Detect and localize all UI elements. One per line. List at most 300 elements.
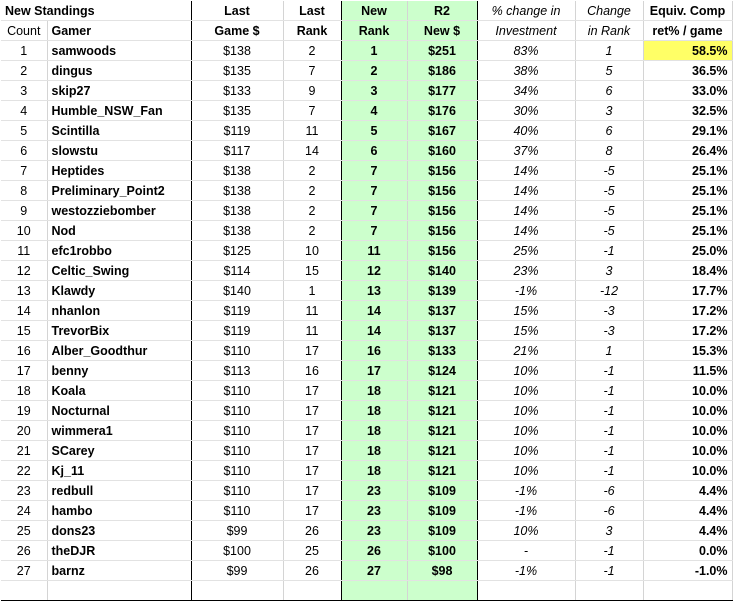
table-row	[1, 501, 732, 521]
count-cell[interactable]: 2	[1, 61, 47, 81]
equiv-comp-cell[interactable]: 10.0%	[643, 461, 732, 481]
pct-change-cell[interactable]: 30%	[477, 101, 575, 121]
new-rank-cell[interactable]: 12	[341, 261, 407, 281]
equiv-comp-cell[interactable]: 4.4%	[643, 501, 732, 521]
new-value-cell[interactable]: $156	[407, 221, 477, 241]
last-rank-cell[interactable]: 17	[283, 461, 341, 481]
last-rank-cell[interactable]: 7	[283, 61, 341, 81]
count-cell[interactable]: 5	[1, 121, 47, 141]
count-cell[interactable]: 17	[1, 361, 47, 381]
equiv-comp-cell[interactable]: 25.0%	[643, 241, 732, 261]
new-value-cell[interactable]: $109	[407, 481, 477, 501]
gamer-cell[interactable]: Preliminary_Point2	[47, 181, 191, 201]
new-rank-cell[interactable]: 23	[341, 481, 407, 501]
count-cell[interactable]: 14	[1, 301, 47, 321]
last-rank-cell[interactable]: 25	[283, 541, 341, 561]
count-cell[interactable]: 16	[1, 341, 47, 361]
rank-change-cell[interactable]: -6	[575, 501, 643, 521]
equiv-comp-cell[interactable]: 25.1%	[643, 221, 732, 241]
last-game-cell[interactable]: $110	[191, 441, 283, 461]
pct-change-cell[interactable]: 83%	[477, 41, 575, 61]
new-rank-cell[interactable]: 4	[341, 101, 407, 121]
pct-change-cell[interactable]: 10%	[477, 421, 575, 441]
gamer-cell[interactable]: Kj_11	[47, 461, 191, 481]
equiv-comp-cell[interactable]: 25.1%	[643, 181, 732, 201]
equiv-comp-cell[interactable]: 18.4%	[643, 261, 732, 281]
equiv-comp-cell[interactable]: 17.2%	[643, 301, 732, 321]
gamer-cell[interactable]: SCarey	[47, 441, 191, 461]
count-cell[interactable]: 13	[1, 281, 47, 301]
count-cell[interactable]: 19	[1, 401, 47, 421]
table-row	[1, 441, 732, 461]
last-game-header[interactable]: Last	[191, 1, 283, 21]
new-value-cell[interactable]: $251	[407, 41, 477, 61]
table-row	[1, 541, 732, 561]
equiv-comp-cell[interactable]: 17.7%	[643, 281, 732, 301]
last-rank-cell[interactable]: 7	[283, 101, 341, 121]
last-rank-cell[interactable]: 17	[283, 381, 341, 401]
new-rank-cell[interactable]: 27	[341, 561, 407, 581]
count-cell[interactable]: 10	[1, 221, 47, 241]
pct-change-cell[interactable]: 10%	[477, 441, 575, 461]
equiv-comp-cell[interactable]: 10.0%	[643, 401, 732, 421]
standings-table	[1, 1, 733, 601]
count-cell[interactable]: 11	[1, 241, 47, 261]
last-game-cell[interactable]: $110	[191, 381, 283, 401]
last-rank-cell[interactable]: 2	[283, 161, 341, 181]
count-cell[interactable]: 23	[1, 481, 47, 501]
count-cell[interactable]: 7	[1, 161, 47, 181]
last-game-cell[interactable]: $117	[191, 141, 283, 161]
table-row	[1, 481, 732, 501]
last-rank-cell[interactable]: 2	[283, 201, 341, 221]
pct-change-cell[interactable]: 10%	[477, 521, 575, 541]
rank-change-cell[interactable]: 1	[575, 41, 643, 61]
last-game-cell[interactable]: $110	[191, 341, 283, 361]
empty-cell[interactable]	[47, 581, 191, 601]
pct-change-cell[interactable]: -1%	[477, 481, 575, 501]
gamer-cell[interactable]: redbull	[47, 481, 191, 501]
last-game-cell[interactable]: $125	[191, 241, 283, 261]
rank-change-header[interactable]: Change	[575, 1, 643, 21]
rank-change-cell[interactable]: -12	[575, 281, 643, 301]
table-row	[1, 181, 732, 201]
rank-change-cell[interactable]: -5	[575, 161, 643, 181]
new-rank-cell[interactable]: 7	[341, 201, 407, 221]
new-value-cell[interactable]: $109	[407, 501, 477, 521]
rank-change-cell[interactable]: -1	[575, 401, 643, 421]
new-rank-cell[interactable]: 16	[341, 341, 407, 361]
table-row	[1, 261, 732, 281]
table-row	[1, 381, 732, 401]
gamer-cell[interactable]: hambo	[47, 501, 191, 521]
rank-change-cell[interactable]: 3	[575, 101, 643, 121]
equiv-comp-cell[interactable]: 10.0%	[643, 441, 732, 461]
table-row	[1, 101, 732, 121]
empty-row	[1, 581, 732, 601]
last-game-cell[interactable]: $99	[191, 521, 283, 541]
equiv-comp-cell[interactable]: 26.4%	[643, 141, 732, 161]
new-rank-cell[interactable]: 18	[341, 441, 407, 461]
table-row	[1, 221, 732, 241]
gamer-cell[interactable]: theDJR	[47, 541, 191, 561]
rank-change-cell[interactable]: 3	[575, 521, 643, 541]
header-row-2	[1, 21, 732, 41]
new-rank-header-2[interactable]: Rank	[341, 21, 407, 41]
count-cell[interactable]: 8	[1, 181, 47, 201]
gamer-cell[interactable]: Nod	[47, 221, 191, 241]
last-rank-cell[interactable]: 2	[283, 181, 341, 201]
new-value-cell[interactable]: $156	[407, 241, 477, 261]
count-cell[interactable]: 18	[1, 381, 47, 401]
rank-change-cell[interactable]: -3	[575, 301, 643, 321]
table-title[interactable]: New Standings	[1, 1, 191, 21]
new-rank-cell[interactable]: 18	[341, 421, 407, 441]
last-rank-cell[interactable]: 17	[283, 421, 341, 441]
rank-change-cell[interactable]: -5	[575, 201, 643, 221]
new-value-cell[interactable]: $98	[407, 561, 477, 581]
gamer-cell[interactable]: benny	[47, 361, 191, 381]
pct-change-cell[interactable]: 25%	[477, 241, 575, 261]
count-cell[interactable]: 20	[1, 421, 47, 441]
table-row	[1, 81, 732, 101]
new-value-header-2[interactable]: New $	[407, 21, 477, 41]
equiv-comp-cell[interactable]: 36.5%	[643, 61, 732, 81]
last-rank-cell[interactable]: 9	[283, 81, 341, 101]
last-rank-cell[interactable]: 17	[283, 401, 341, 421]
last-game-cell[interactable]: $138	[191, 221, 283, 241]
equiv-comp-cell[interactable]: 11.5%	[643, 361, 732, 381]
rank-change-cell[interactable]: -6	[575, 481, 643, 501]
gamer-cell[interactable]: slowstu	[47, 141, 191, 161]
rank-change-cell[interactable]: 8	[575, 141, 643, 161]
pct-change-cell[interactable]: 21%	[477, 341, 575, 361]
table-row	[1, 321, 732, 341]
new-value-header[interactable]: R2	[407, 1, 477, 21]
last-rank-cell[interactable]: 17	[283, 341, 341, 361]
new-value-cell[interactable]: $121	[407, 381, 477, 401]
new-value-cell[interactable]: $140	[407, 261, 477, 281]
last-game-cell[interactable]: $135	[191, 101, 283, 121]
last-game-cell[interactable]: $135	[191, 61, 283, 81]
new-value-cell[interactable]: $167	[407, 121, 477, 141]
count-cell[interactable]: 15	[1, 321, 47, 341]
table-row	[1, 401, 732, 421]
count-cell[interactable]: 12	[1, 261, 47, 281]
new-value-cell[interactable]: $176	[407, 101, 477, 121]
new-rank-cell[interactable]: 18	[341, 401, 407, 421]
equiv-comp-cell[interactable]: 0.0%	[643, 541, 732, 561]
new-rank-cell[interactable]: 13	[341, 281, 407, 301]
last-rank-header[interactable]: Last	[283, 1, 341, 21]
count-header[interactable]: Count	[1, 21, 47, 41]
new-value-cell[interactable]: $186	[407, 61, 477, 81]
table-row	[1, 61, 732, 81]
gamer-cell[interactable]: TrevorBix	[47, 321, 191, 341]
pct-change-cell[interactable]: 10%	[477, 461, 575, 481]
table-row	[1, 201, 732, 221]
rank-change-cell[interactable]: -1	[575, 541, 643, 561]
rank-change-header-2[interactable]: in Rank	[575, 21, 643, 41]
equiv-comp-cell[interactable]: 33.0%	[643, 81, 732, 101]
gamer-cell[interactable]: Klawdy	[47, 281, 191, 301]
table-row	[1, 141, 732, 161]
table-row	[1, 521, 732, 541]
new-value-cell[interactable]: $156	[407, 161, 477, 181]
gamer-cell[interactable]: Heptides	[47, 161, 191, 181]
new-rank-cell[interactable]: 23	[341, 501, 407, 521]
new-rank-cell[interactable]: 6	[341, 141, 407, 161]
new-value-cell[interactable]: $137	[407, 321, 477, 341]
count-cell[interactable]: 27	[1, 561, 47, 581]
empty-cell[interactable]	[191, 581, 283, 601]
new-rank-cell[interactable]: 1	[341, 41, 407, 61]
last-rank-cell[interactable]: 17	[283, 441, 341, 461]
count-cell[interactable]: 3	[1, 81, 47, 101]
empty-cell[interactable]	[477, 581, 575, 601]
empty-cell[interactable]	[1, 581, 47, 601]
last-rank-cell[interactable]: 17	[283, 481, 341, 501]
rank-change-cell[interactable]: 1	[575, 341, 643, 361]
new-rank-cell[interactable]: 14	[341, 321, 407, 341]
table-row	[1, 281, 732, 301]
pct-change-cell[interactable]: 10%	[477, 401, 575, 421]
last-rank-header-2[interactable]: Rank	[283, 21, 341, 41]
rank-change-cell[interactable]: -1	[575, 241, 643, 261]
pct-change-cell[interactable]: 14%	[477, 161, 575, 181]
equiv-comp-cell[interactable]: 29.1%	[643, 121, 732, 141]
last-game-cell[interactable]: $138	[191, 161, 283, 181]
last-rank-cell[interactable]: 17	[283, 501, 341, 521]
rank-change-cell[interactable]: 6	[575, 81, 643, 101]
rank-change-cell[interactable]: 5	[575, 61, 643, 81]
last-rank-cell[interactable]: 26	[283, 521, 341, 541]
new-value-cell[interactable]: $121	[407, 461, 477, 481]
pct-change-cell[interactable]: 14%	[477, 181, 575, 201]
gamer-cell[interactable]: dons23	[47, 521, 191, 541]
pct-change-cell[interactable]: 23%	[477, 261, 575, 281]
new-rank-cell[interactable]: 7	[341, 181, 407, 201]
pct-change-cell[interactable]: 38%	[477, 61, 575, 81]
pct-change-cell[interactable]: -	[477, 541, 575, 561]
table-row	[1, 161, 732, 181]
new-rank-cell[interactable]: 26	[341, 541, 407, 561]
new-value-cell[interactable]: $160	[407, 141, 477, 161]
rank-change-cell[interactable]: -5	[575, 221, 643, 241]
gamer-header[interactable]: Gamer	[47, 21, 191, 41]
pct-change-cell[interactable]: -1%	[477, 501, 575, 521]
last-game-cell[interactable]: $110	[191, 461, 283, 481]
header-row-1	[1, 1, 732, 21]
new-rank-cell[interactable]: 3	[341, 81, 407, 101]
last-game-cell[interactable]: $114	[191, 261, 283, 281]
new-rank-cell[interactable]: 7	[341, 161, 407, 181]
table-row	[1, 561, 732, 581]
empty-cell[interactable]	[341, 581, 407, 601]
table-row	[1, 461, 732, 481]
new-value-cell[interactable]: $121	[407, 401, 477, 421]
equiv-comp-cell[interactable]: -1.0%	[643, 561, 732, 581]
new-value-cell[interactable]: $139	[407, 281, 477, 301]
last-game-cell[interactable]: $140	[191, 281, 283, 301]
new-value-cell[interactable]: $121	[407, 441, 477, 461]
rank-change-cell[interactable]: -3	[575, 321, 643, 341]
new-value-cell[interactable]: $133	[407, 341, 477, 361]
new-rank-cell[interactable]: 11	[341, 241, 407, 261]
table-row	[1, 341, 732, 361]
count-cell[interactable]: 21	[1, 441, 47, 461]
empty-cell[interactable]	[283, 581, 341, 601]
equiv-comp-cell[interactable]: 32.5%	[643, 101, 732, 121]
equiv-comp-cell[interactable]: 4.4%	[643, 481, 732, 501]
gamer-cell[interactable]: Scintilla	[47, 121, 191, 141]
last-game-cell[interactable]: $110	[191, 481, 283, 501]
pct-change-cell[interactable]: -1%	[477, 561, 575, 581]
rank-change-cell[interactable]: 3	[575, 261, 643, 281]
pct-change-cell[interactable]: 40%	[477, 121, 575, 141]
new-rank-cell[interactable]: 5	[341, 121, 407, 141]
last-game-cell[interactable]: $119	[191, 121, 283, 141]
last-rank-cell[interactable]: 11	[283, 321, 341, 341]
new-value-cell[interactable]: $109	[407, 521, 477, 541]
gamer-cell[interactable]: Alber_Goodthur	[47, 341, 191, 361]
new-value-cell[interactable]: $100	[407, 541, 477, 561]
equiv-comp-cell[interactable]: 25.1%	[643, 201, 732, 221]
rank-change-cell[interactable]: -5	[575, 181, 643, 201]
pct-change-header[interactable]: % change in	[477, 1, 575, 21]
new-value-cell[interactable]: $137	[407, 301, 477, 321]
pct-change-cell[interactable]: 14%	[477, 221, 575, 241]
equiv-comp-cell[interactable]: 17.2%	[643, 321, 732, 341]
last-game-cell[interactable]: $138	[191, 181, 283, 201]
last-rank-cell[interactable]: 11	[283, 121, 341, 141]
last-game-cell[interactable]: $119	[191, 301, 283, 321]
gamer-cell[interactable]: nhanlon	[47, 301, 191, 321]
table-row	[1, 121, 732, 141]
gamer-cell[interactable]: westozziebomber	[47, 201, 191, 221]
pct-change-cell[interactable]: 10%	[477, 381, 575, 401]
new-value-cell[interactable]: $121	[407, 421, 477, 441]
rank-change-cell[interactable]: -1	[575, 421, 643, 441]
equiv-comp-cell[interactable]: 15.3%	[643, 341, 732, 361]
last-rank-cell[interactable]: 11	[283, 301, 341, 321]
equiv-comp-header[interactable]: Equiv. Comp	[643, 1, 732, 21]
count-cell[interactable]: 6	[1, 141, 47, 161]
count-cell[interactable]: 25	[1, 521, 47, 541]
gamer-cell[interactable]: samwoods	[47, 41, 191, 61]
new-rank-cell[interactable]: 14	[341, 301, 407, 321]
last-game-cell[interactable]: $138	[191, 41, 283, 61]
count-cell[interactable]: 26	[1, 541, 47, 561]
count-cell[interactable]: 24	[1, 501, 47, 521]
gamer-cell[interactable]: skip27	[47, 81, 191, 101]
last-rank-cell[interactable]: 26	[283, 561, 341, 581]
pct-change-cell[interactable]: 37%	[477, 141, 575, 161]
rank-change-cell[interactable]: -1	[575, 381, 643, 401]
equiv-comp-cell[interactable]: 4.4%	[643, 521, 732, 541]
last-game-cell[interactable]: $99	[191, 561, 283, 581]
rank-change-cell[interactable]: -1	[575, 441, 643, 461]
last-game-cell[interactable]: $138	[191, 201, 283, 221]
equiv-comp-header-2[interactable]: ret% / game	[643, 21, 732, 41]
new-value-cell[interactable]: $124	[407, 361, 477, 381]
last-game-cell[interactable]: $100	[191, 541, 283, 561]
last-game-cell[interactable]: $133	[191, 81, 283, 101]
empty-cell[interactable]	[643, 581, 732, 601]
rank-change-cell[interactable]: -1	[575, 461, 643, 481]
pct-change-header-2[interactable]: Investment	[477, 21, 575, 41]
last-rank-cell[interactable]: 2	[283, 41, 341, 61]
last-rank-cell[interactable]: 16	[283, 361, 341, 381]
equiv-comp-cell[interactable]: 10.0%	[643, 421, 732, 441]
rank-change-cell[interactable]: -1	[575, 561, 643, 581]
gamer-cell[interactable]: dingus	[47, 61, 191, 81]
equiv-comp-cell[interactable]: 25.1%	[643, 161, 732, 181]
pct-change-cell[interactable]: 15%	[477, 301, 575, 321]
last-rank-cell[interactable]: 15	[283, 261, 341, 281]
last-rank-cell[interactable]: 2	[283, 221, 341, 241]
table-row	[1, 41, 732, 61]
new-value-cell[interactable]: $156	[407, 201, 477, 221]
rank-change-cell[interactable]: -1	[575, 361, 643, 381]
new-rank-cell[interactable]: 17	[341, 361, 407, 381]
pct-change-cell[interactable]: 15%	[477, 321, 575, 341]
last-game-cell[interactable]: $110	[191, 421, 283, 441]
new-rank-cell[interactable]: 2	[341, 61, 407, 81]
pct-change-cell[interactable]: 10%	[477, 361, 575, 381]
count-cell[interactable]: 4	[1, 101, 47, 121]
last-game-cell[interactable]: $110	[191, 401, 283, 421]
gamer-cell[interactable]: Humble_NSW_Fan	[47, 101, 191, 121]
last-game-cell[interactable]: $113	[191, 361, 283, 381]
gamer-cell[interactable]: wimmera1	[47, 421, 191, 441]
last-game-header-2[interactable]: Game $	[191, 21, 283, 41]
table-row	[1, 361, 732, 381]
empty-cell[interactable]	[575, 581, 643, 601]
count-cell[interactable]: 22	[1, 461, 47, 481]
new-rank-cell[interactable]: 23	[341, 521, 407, 541]
gamer-cell[interactable]: efc1robbo	[47, 241, 191, 261]
empty-cell[interactable]	[407, 581, 477, 601]
new-value-cell[interactable]: $177	[407, 81, 477, 101]
new-rank-cell[interactable]: 18	[341, 461, 407, 481]
equiv-comp-cell[interactable]: 10.0%	[643, 381, 732, 401]
table-row	[1, 421, 732, 441]
last-game-cell[interactable]: $119	[191, 321, 283, 341]
pct-change-cell[interactable]: 34%	[477, 81, 575, 101]
gamer-cell[interactable]: Celtic_Swing	[47, 261, 191, 281]
pct-change-cell[interactable]: 14%	[477, 201, 575, 221]
table-row	[1, 241, 732, 261]
count-cell[interactable]: 9	[1, 201, 47, 221]
gamer-cell[interactable]: Koala	[47, 381, 191, 401]
gamer-cell[interactable]: Nocturnal	[47, 401, 191, 421]
last-rank-cell[interactable]: 1	[283, 281, 341, 301]
last-rank-cell[interactable]: 14	[283, 141, 341, 161]
pct-change-cell[interactable]: -1%	[477, 281, 575, 301]
table-row	[1, 301, 732, 321]
rank-change-cell[interactable]: 6	[575, 121, 643, 141]
equiv-comp-cell[interactable]: 58.5%	[643, 41, 732, 61]
last-game-cell[interactable]: $110	[191, 501, 283, 521]
count-cell[interactable]: 1	[1, 41, 47, 61]
gamer-cell[interactable]: barnz	[47, 561, 191, 581]
new-value-cell[interactable]: $156	[407, 181, 477, 201]
last-rank-cell[interactable]: 10	[283, 241, 341, 261]
new-rank-header[interactable]: New	[341, 1, 407, 21]
new-rank-cell[interactable]: 18	[341, 381, 407, 401]
new-rank-cell[interactable]: 7	[341, 221, 407, 241]
